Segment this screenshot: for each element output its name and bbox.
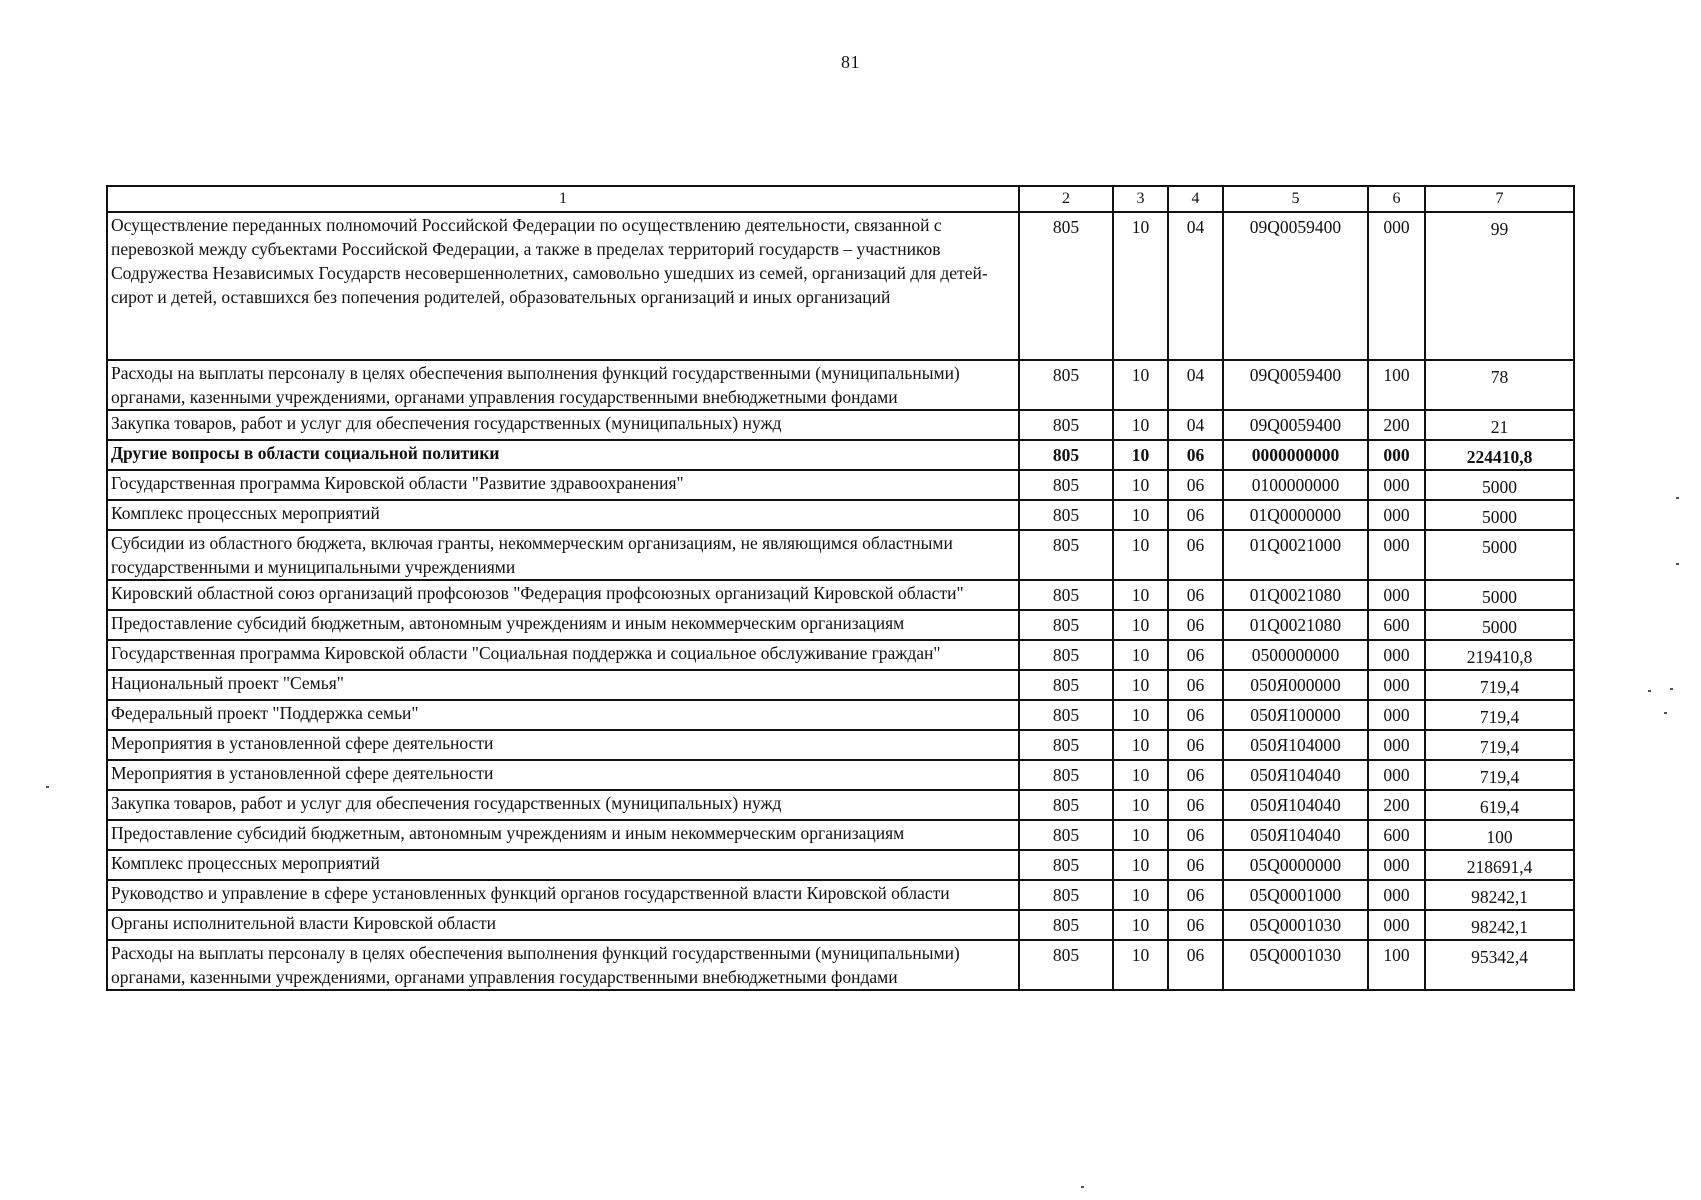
cell-col-6: 000 — [1368, 700, 1425, 730]
cell-col-6: 100 — [1368, 940, 1425, 990]
cell-col-4: 06 — [1168, 910, 1223, 940]
column-header-2: 2 — [1019, 186, 1113, 212]
cell-col-6: 200 — [1368, 410, 1425, 440]
scan-speck — [1676, 497, 1679, 499]
cell-col-6: 000 — [1368, 530, 1425, 580]
cell-col-5: 0500000000 — [1223, 640, 1368, 670]
cell-col-2: 805 — [1019, 760, 1113, 790]
table-row — [107, 730, 1574, 760]
table-row — [107, 440, 1574, 470]
cell-col-5: 050Я104040 — [1223, 790, 1368, 820]
table-row — [107, 910, 1574, 940]
cell-name: Федеральный проект "Поддержка семьи" — [107, 700, 1019, 730]
cell-col-5: 09Q0059400 — [1223, 360, 1368, 410]
cell-name: Мероприятия в установленной сфере деятельности — [107, 730, 1019, 760]
cell-col-3: 10 — [1113, 500, 1168, 530]
cell-col-7: 78 — [1425, 360, 1574, 410]
cell-col-6: 600 — [1368, 820, 1425, 850]
cell-col-4: 04 — [1168, 212, 1223, 360]
cell-col-7: 219410,8 — [1425, 640, 1574, 670]
cell-name: Руководство и управление в сфере установленных функций органов государственной власти Кировской области — [107, 880, 1019, 910]
table-row — [107, 940, 1574, 990]
table-row — [107, 212, 1574, 360]
cell-col-2: 805 — [1019, 880, 1113, 910]
cell-col-2: 805 — [1019, 470, 1113, 500]
cell-col-5: 05Q0001000 — [1223, 880, 1368, 910]
cell-col-5: 05Q0000000 — [1223, 850, 1368, 880]
column-header-5: 5 — [1223, 186, 1368, 212]
cell-col-7: 98242,1 — [1425, 910, 1574, 940]
cell-col-7: 218691,4 — [1425, 850, 1574, 880]
cell-col-5: 050Я104000 — [1223, 730, 1368, 760]
cell-col-3: 10 — [1113, 610, 1168, 640]
cell-name: Комплекс процессных мероприятий — [107, 850, 1019, 880]
table-row — [107, 360, 1574, 410]
cell-col-2: 805 — [1019, 440, 1113, 470]
cell-col-7: 100 — [1425, 820, 1574, 850]
cell-col-7: 21 — [1425, 410, 1574, 440]
cell-col-7: 98242,1 — [1425, 880, 1574, 910]
cell-col-7: 719,4 — [1425, 730, 1574, 760]
cell-col-3: 10 — [1113, 910, 1168, 940]
table-row — [107, 850, 1574, 880]
cell-col-3: 10 — [1113, 760, 1168, 790]
scan-speck — [1648, 690, 1651, 692]
table-row — [107, 470, 1574, 500]
cell-col-7: 5000 — [1425, 470, 1574, 500]
cell-col-5: 01Q0021000 — [1223, 530, 1368, 580]
cell-name: Национальный проект "Семья" — [107, 670, 1019, 700]
cell-col-2: 805 — [1019, 212, 1113, 360]
cell-col-7: 719,4 — [1425, 760, 1574, 790]
cell-col-5: 01Q0021080 — [1223, 610, 1368, 640]
cell-col-5: 050Я104040 — [1223, 760, 1368, 790]
cell-col-4: 04 — [1168, 410, 1223, 440]
table-row — [107, 760, 1574, 790]
cell-col-2: 805 — [1019, 730, 1113, 760]
cell-col-2: 805 — [1019, 500, 1113, 530]
cell-col-2: 805 — [1019, 790, 1113, 820]
cell-col-2: 805 — [1019, 670, 1113, 700]
cell-col-3: 10 — [1113, 790, 1168, 820]
cell-col-6: 000 — [1368, 760, 1425, 790]
cell-col-6: 100 — [1368, 360, 1425, 410]
cell-col-7: 224410,8 — [1425, 440, 1574, 470]
column-header-3: 3 — [1113, 186, 1168, 212]
table-row — [107, 700, 1574, 730]
cell-name: Кировский областной союз организаций профсоюзов "Федерация профсоюзных организаций Кировской области" — [107, 580, 1019, 610]
cell-col-3: 10 — [1113, 640, 1168, 670]
header-row — [107, 186, 1574, 212]
table-body — [107, 212, 1574, 990]
cell-col-3: 10 — [1113, 670, 1168, 700]
cell-col-5: 01Q0021080 — [1223, 580, 1368, 610]
cell-col-5: 050Я100000 — [1223, 700, 1368, 730]
cell-col-4: 06 — [1168, 700, 1223, 730]
table-row — [107, 530, 1574, 580]
cell-col-6: 000 — [1368, 212, 1425, 360]
cell-name: Комплекс процессных мероприятий — [107, 500, 1019, 530]
cell-col-2: 805 — [1019, 940, 1113, 990]
cell-name: Другие вопросы в области социальной политики — [107, 440, 1019, 470]
cell-name: Расходы на выплаты персоналу в целях обеспечения выполнения функций государственными (муниципальными) органами, казенными учреждениями, органами управления государственными внебюджетными фондами — [107, 360, 1019, 410]
column-header-7: 7 — [1425, 186, 1574, 212]
cell-col-7: 99 — [1425, 212, 1574, 360]
cell-name: Органы исполнительной власти Кировской области — [107, 910, 1019, 940]
cell-col-2: 805 — [1019, 910, 1113, 940]
cell-col-4: 06 — [1168, 880, 1223, 910]
table-row — [107, 500, 1574, 530]
table-row — [107, 580, 1574, 610]
cell-col-4: 06 — [1168, 580, 1223, 610]
cell-col-6: 000 — [1368, 850, 1425, 880]
table-row — [107, 790, 1574, 820]
cell-col-3: 10 — [1113, 212, 1168, 360]
cell-col-2: 805 — [1019, 580, 1113, 610]
cell-col-4: 06 — [1168, 760, 1223, 790]
cell-col-3: 10 — [1113, 410, 1168, 440]
cell-col-6: 000 — [1368, 440, 1425, 470]
cell-col-4: 06 — [1168, 640, 1223, 670]
cell-col-3: 10 — [1113, 850, 1168, 880]
page-number: 81 — [841, 52, 860, 72]
cell-col-3: 10 — [1113, 880, 1168, 910]
cell-col-4: 06 — [1168, 610, 1223, 640]
cell-col-7: 5000 — [1425, 610, 1574, 640]
cell-col-7: 719,4 — [1425, 700, 1574, 730]
cell-col-2: 805 — [1019, 530, 1113, 580]
scan-speck — [1081, 1186, 1084, 1188]
cell-col-6: 000 — [1368, 880, 1425, 910]
cell-name: Предоставление субсидий бюджетным, автономным учреждениям и иным некоммерческим организациям — [107, 610, 1019, 640]
cell-name: Закупка товаров, работ и услуг для обеспечения государственных (муниципальных) нужд — [107, 790, 1019, 820]
cell-col-6: 000 — [1368, 670, 1425, 700]
cell-col-5: 01Q0000000 — [1223, 500, 1368, 530]
scan-speck — [1664, 712, 1667, 714]
column-header-1: 1 — [107, 186, 1019, 212]
cell-col-6: 000 — [1368, 640, 1425, 670]
cell-col-2: 805 — [1019, 360, 1113, 410]
table-row — [107, 610, 1574, 640]
table-row — [107, 640, 1574, 670]
cell-name: Расходы на выплаты персоналу в целях обеспечения выполнения функций государственными (муниципальными) органами, казенными учреждениями, органами управления государственными внебюджетными фондами — [107, 940, 1019, 990]
cell-col-2: 805 — [1019, 820, 1113, 850]
table-row — [107, 820, 1574, 850]
cell-col-4: 04 — [1168, 360, 1223, 410]
cell-col-4: 06 — [1168, 820, 1223, 850]
cell-name: Предоставление субсидий бюджетным, автономным учреждениям и иным некоммерческим организациям — [107, 820, 1019, 850]
cell-col-6: 000 — [1368, 730, 1425, 760]
table-row — [107, 880, 1574, 910]
cell-col-4: 06 — [1168, 850, 1223, 880]
cell-col-5: 09Q0059400 — [1223, 410, 1368, 440]
cell-col-2: 805 — [1019, 850, 1113, 880]
cell-col-3: 10 — [1113, 470, 1168, 500]
cell-col-4: 06 — [1168, 790, 1223, 820]
cell-col-6: 200 — [1368, 790, 1425, 820]
cell-col-2: 805 — [1019, 610, 1113, 640]
cell-col-2: 805 — [1019, 700, 1113, 730]
cell-name: Закупка товаров, работ и услуг для обеспечения государственных (муниципальных) нужд — [107, 410, 1019, 440]
cell-col-7: 5000 — [1425, 530, 1574, 580]
cell-col-3: 10 — [1113, 580, 1168, 610]
table-row — [107, 670, 1574, 700]
cell-col-4: 06 — [1168, 730, 1223, 760]
cell-col-6: 000 — [1368, 500, 1425, 530]
cell-col-5: 0100000000 — [1223, 470, 1368, 500]
cell-name: Государственная программа Кировской области "Социальная поддержка и социальное обслуживание граждан" — [107, 640, 1019, 670]
cell-col-4: 06 — [1168, 500, 1223, 530]
table-header — [107, 186, 1574, 212]
cell-col-4: 06 — [1168, 470, 1223, 500]
cell-col-3: 10 — [1113, 940, 1168, 990]
cell-col-6: 000 — [1368, 470, 1425, 500]
cell-name: Мероприятия в установленной сфере деятельности — [107, 760, 1019, 790]
column-header-4: 4 — [1168, 186, 1223, 212]
scan-speck — [46, 786, 49, 788]
cell-col-5: 0000000000 — [1223, 440, 1368, 470]
cell-col-3: 10 — [1113, 530, 1168, 580]
cell-col-4: 06 — [1168, 440, 1223, 470]
cell-col-6: 000 — [1368, 910, 1425, 940]
cell-col-3: 10 — [1113, 730, 1168, 760]
cell-col-4: 06 — [1168, 530, 1223, 580]
scan-speck — [1670, 688, 1673, 690]
cell-col-7: 5000 — [1425, 580, 1574, 610]
cell-col-5: 09Q0059400 — [1223, 212, 1368, 360]
cell-col-3: 10 — [1113, 820, 1168, 850]
cell-col-2: 805 — [1019, 640, 1113, 670]
cell-col-3: 10 — [1113, 360, 1168, 410]
cell-col-5: 050Я104040 — [1223, 820, 1368, 850]
cell-name: Осуществление переданных полномочий Российской Федерации по осуществлению деятельности, связанной с перевозкой между субъектами Российской Федерации, а также в пределах территорий государств – участников Содружества Независимых Государств несовершеннолетних, самовольно ушедших из семей, организаций для детей-сирот и детей, оставшихся без попечения родителей, образовательных организаций и иных организаций — [107, 212, 1019, 360]
cell-col-7: 719,4 — [1425, 670, 1574, 700]
table-row — [107, 410, 1574, 440]
cell-col-7: 5000 — [1425, 500, 1574, 530]
cell-col-5: 05Q0001030 — [1223, 940, 1368, 990]
cell-col-4: 06 — [1168, 670, 1223, 700]
cell-name: Субсидии из областного бюджета, включая гранты, некоммерческим организациям, не являющимся областными государственными и муниципальными учреждениями — [107, 530, 1019, 580]
cell-col-6: 600 — [1368, 610, 1425, 640]
cell-col-5: 050Я000000 — [1223, 670, 1368, 700]
cell-col-3: 10 — [1113, 700, 1168, 730]
cell-name: Государственная программа Кировской области "Развитие здравоохранения" — [107, 470, 1019, 500]
scan-speck — [1676, 563, 1679, 565]
cell-col-7: 619,4 — [1425, 790, 1574, 820]
cell-col-7: 95342,4 — [1425, 940, 1574, 990]
cell-col-4: 06 — [1168, 940, 1223, 990]
cell-col-2: 805 — [1019, 410, 1113, 440]
cell-col-5: 05Q0001030 — [1223, 910, 1368, 940]
cell-col-6: 000 — [1368, 580, 1425, 610]
column-header-6: 6 — [1368, 186, 1425, 212]
budget-table — [106, 185, 1575, 991]
cell-col-3: 10 — [1113, 440, 1168, 470]
